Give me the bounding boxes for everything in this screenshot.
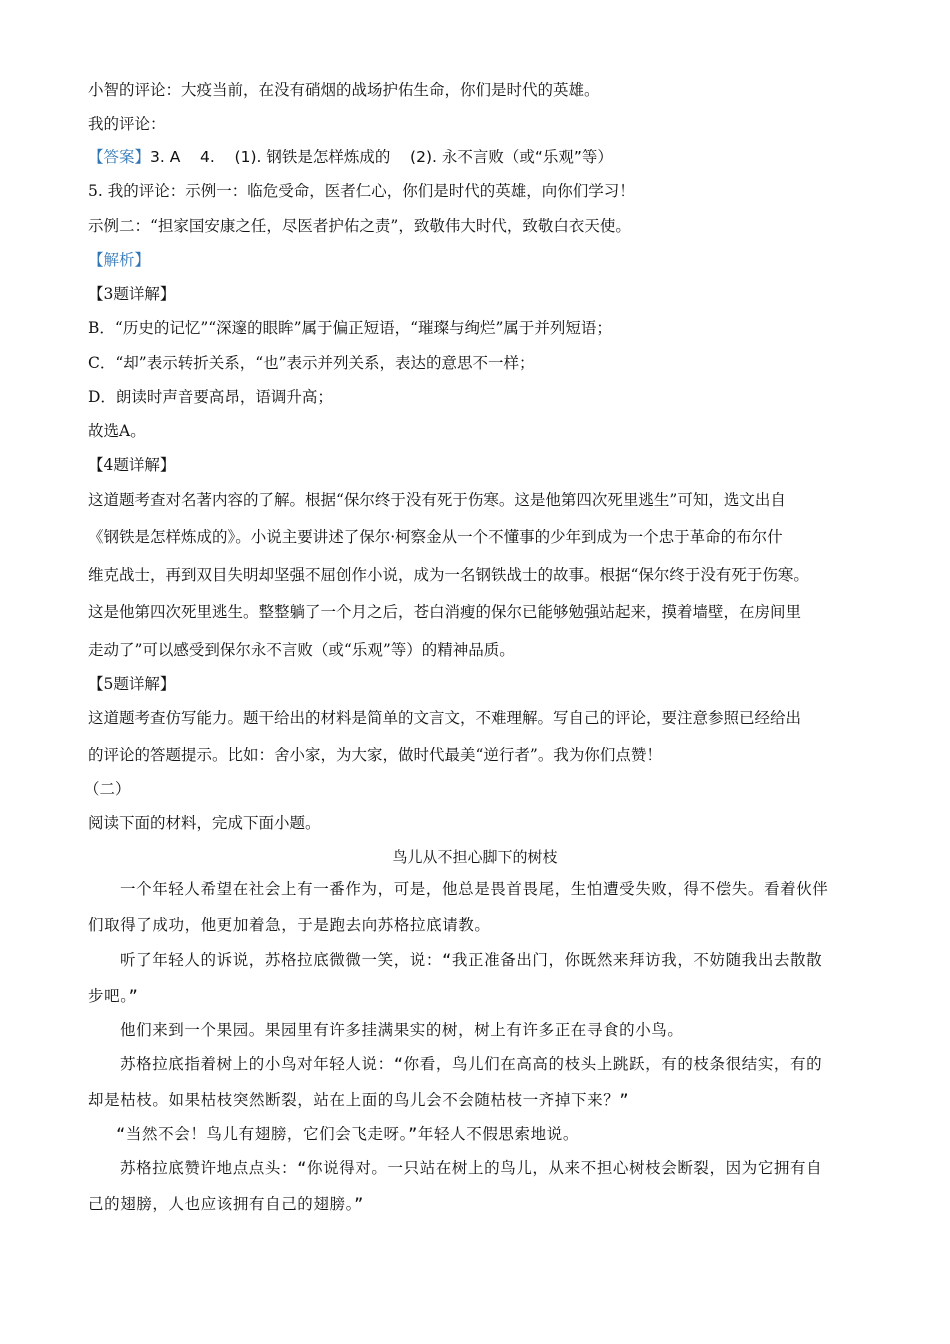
q3-option-d: D．朗读时声音要高昂，语调升高； [88, 388, 333, 406]
q4-text-line: 《钢铁是怎样炼成的》。小说主要讲述了保尔·柯察金从一个不懂事的少年到成为一个忠于革命的布尔什 [88, 528, 783, 546]
q4-text-line: 这道题考查对名著内容的了解。根据“保尔终于没有死于伤寒。这是他第四次死里逃生”可知，选文出自 [88, 491, 786, 509]
q3-heading: 【3题详解】 [88, 285, 176, 303]
analysis-tag: 【解析】 [88, 251, 151, 269]
answer-tag: 【答案】 [88, 148, 151, 166]
story-paragraph-line: 一个年轻人希望在社会上有一番作为，可是，他总是畏首畏尾，生怕遭受失败，得不偿失。看着伙伴 [120, 880, 829, 898]
story-paragraph-line: 听了年轻人的诉说，苏格拉底微微一笑，说：“我正准备出门，你既然来拜访我，不妨随我出去散散 [120, 951, 823, 969]
answer-line [88, 147, 613, 167]
q4-text-line: 维克战士，再到双目失明却坚强不屈创作小说，成为一名钢铁战士的故事。根据“保尔终于没有死于伤寒。 [88, 566, 809, 584]
q4-heading: 【4题详解】 [88, 456, 176, 474]
section-two-heading: （二） [84, 780, 131, 798]
answer-text: 3. A 4. (1). 钢铁是怎样炼成的 (2). 永不言败（或“乐观”等） [150, 148, 613, 166]
story-paragraph-line: “当然不会！鸟儿有翅膀，它们会飞走呀。”年轻人不假思索地说。 [116, 1125, 579, 1143]
q4-text-line: 走动了”可以感受到保尔永不言败（或“乐观”等）的精神品质。 [88, 641, 515, 659]
story-title: 鸟儿从不担心脚下的树枝 [392, 848, 558, 866]
answer-5-example-1: 5. 我的评论：示例一：临危受命，医者仁心，你们是时代的英雄，向你们学习！ [88, 182, 635, 200]
my-comment-label: 我的评论： [88, 115, 166, 133]
q5-heading: 【5题详解】 [88, 675, 176, 693]
reading-instruction: 阅读下面的材料，完成下面小题。 [88, 814, 321, 832]
story-paragraph-line: 己的翅膀，人也应该拥有自己的翅膀。” [88, 1195, 364, 1213]
q3-option-c: C．“却”表示转折关系，“也”表示并列关系，表达的意思不一样； [88, 354, 535, 372]
story-paragraph-line: 苏格拉底指着树上的小鸟对年轻人说：“你看，鸟儿们在高高的枝头上跳跃，有的枝条很结实，有的 [120, 1055, 823, 1073]
answer-5-example-2: 示例二：“担家国安康之任，尽医者护佑之责”，致敬伟大时代，致敬白衣天使。 [88, 217, 631, 235]
story-paragraph-line: 却是枯枝。如果枯枝突然断裂，站在上面的鸟儿会不会随枯枝一齐掉下来？” [88, 1091, 630, 1109]
story-paragraph-line: 他们来到一个果园。果园里有许多挂满果实的树，树上有许多正在寻食的小鸟。 [120, 1021, 684, 1039]
q3-option-b: B．“历史的记忆”“深邃的眼眸”属于偏正短语，“璀璨与绚烂”属于并列短语； [88, 319, 612, 337]
q4-text-line: 这是他第四次死里逃生。整整躺了一个月之后，苍白消瘦的保尔已能够勉强站起来，摸着墙壁，在房间里 [88, 603, 802, 621]
q5-text-line: 这道题考查仿写能力。题干给出的材料是简单的文言文，不难理解。写自己的评论，要注意参照已经给出 [88, 709, 802, 727]
story-paragraph-line: 步吧。” [88, 987, 139, 1005]
q5-text-line: 的评论的答题提示。比如：舍小家，为大家，做时代最美“逆行者”。我为你们点赞！ [88, 746, 662, 764]
comment-xiaozhi: 小智的评论：大疫当前，在没有硝烟的战场护佑生命，你们是时代的英雄。 [88, 81, 600, 99]
story-paragraph-line: 们取得了成功，他更加着急，于是跑去向苏格拉底请教。 [88, 916, 491, 934]
q3-conclusion: 故选A。 [88, 422, 146, 440]
story-paragraph-line: 苏格拉底赞许地点点头：“你说得对。一只站在树上的鸟儿，从来不担心树枝会断裂，因为它拥有自 [120, 1159, 823, 1177]
